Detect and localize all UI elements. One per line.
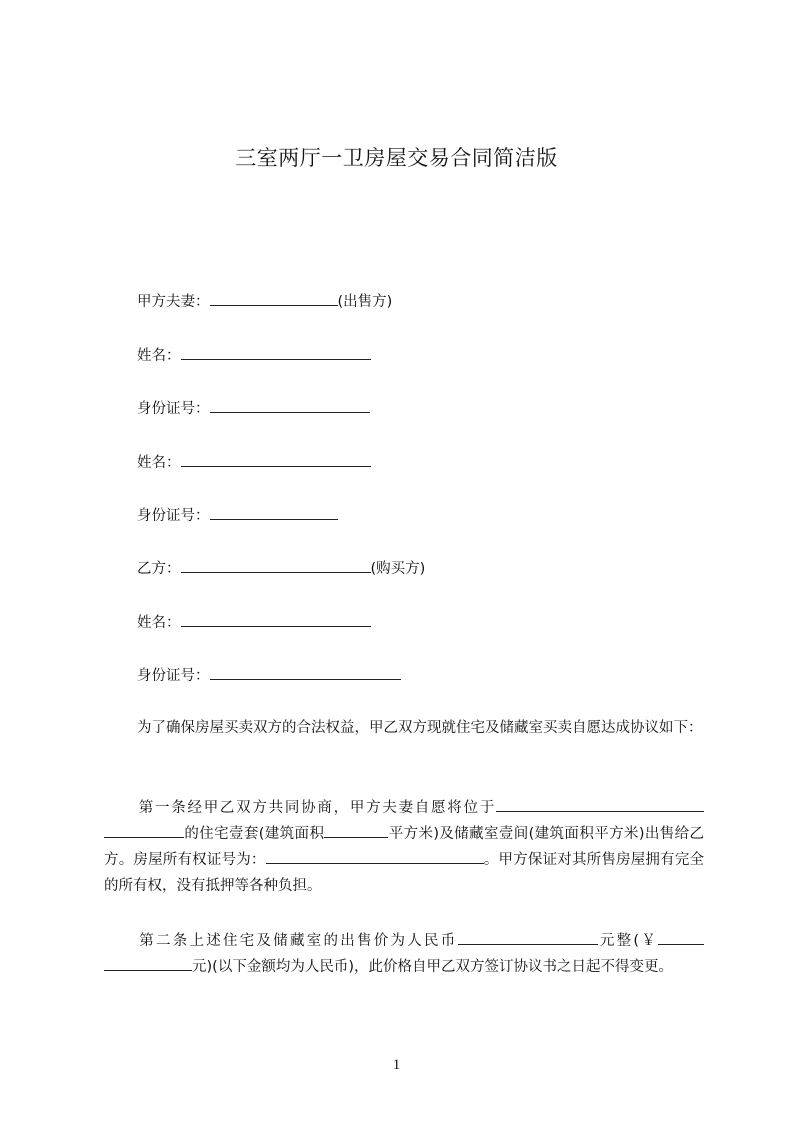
- location-blank[interactable]: [496, 797, 704, 812]
- area-blank[interactable]: [324, 823, 388, 838]
- seller-id-1-field: [137, 398, 370, 419]
- clause-2-text-3: 元)(以下金额均为人民币)，此价格自甲乙双方签订协议书之日起不得变更。: [192, 959, 673, 975]
- seller-name-2-label: 姓名：: [137, 455, 181, 471]
- clause-1-text-3: 平方米)及储藏室壹间(建筑面积平方米)出售给乙方。房屋所有权证号为：: [104, 826, 704, 868]
- intro-paragraph: [104, 715, 704, 741]
- price-words-blank[interactable]: [458, 930, 598, 945]
- intro-text: 为了确保房屋买卖双方的合法权益，甲乙双方现就住宅及储藏室买卖自愿达成协议如下：: [137, 720, 703, 736]
- clause-1-text-1: 第一条经甲乙双方共同协商，甲方夫妻自愿将位于: [137, 800, 496, 816]
- seller-id-2-blank[interactable]: [210, 505, 338, 520]
- seller-name-1-label: 姓名：: [137, 348, 181, 364]
- document-title: 三室两厅一卫房屋交易合同简洁版: [235, 146, 558, 170]
- price-number-blank-cont[interactable]: [104, 956, 192, 971]
- seller-field: [137, 291, 392, 312]
- buyer-id-field: [137, 665, 401, 686]
- clause-2-text-1: 第二条上述住宅及储藏室的出售价为人民币: [137, 933, 458, 949]
- buyer-id-label: 身份证号：: [137, 668, 210, 684]
- clause-2-text-2: 元整(￥: [597, 933, 658, 949]
- seller-id-2-field: [137, 505, 338, 526]
- seller-name-1-field: [137, 345, 371, 366]
- price-number-blank[interactable]: [658, 930, 704, 945]
- certificate-number-blank[interactable]: [266, 849, 484, 864]
- seller-name-2-field: [137, 452, 371, 473]
- clause-1-paragraph: [104, 795, 704, 899]
- seller-label: 甲方夫妻：: [137, 294, 210, 310]
- location-blank-cont[interactable]: [104, 823, 184, 838]
- buyer-name-blank[interactable]: [181, 612, 371, 627]
- buyer-id-blank[interactable]: [210, 665, 401, 680]
- seller-role: (出售方): [337, 294, 393, 310]
- buyer-name-label: 姓名：: [137, 615, 181, 631]
- seller-blank[interactable]: [210, 291, 338, 306]
- clause-1-text-2: 的住宅壹套(建筑面积: [184, 826, 325, 842]
- seller-id-2-label: 身份证号：: [137, 508, 210, 524]
- buyer-field: [137, 558, 425, 579]
- seller-name-2-blank[interactable]: [181, 452, 371, 467]
- seller-name-1-blank[interactable]: [181, 345, 371, 360]
- page-number: 1: [392, 1057, 401, 1073]
- buyer-name-field: [137, 612, 371, 633]
- clause-2-paragraph: [104, 928, 704, 980]
- seller-id-1-label: 身份证号：: [137, 401, 210, 417]
- buyer-blank[interactable]: [181, 558, 371, 573]
- buyer-role: (购买方): [370, 561, 426, 577]
- clause-1-text-4: 。甲方保证对其所售房屋拥有完全的所有权，没有抵押等各种负担。: [104, 852, 705, 894]
- buyer-label: 乙方：: [137, 561, 181, 577]
- seller-id-1-blank[interactable]: [210, 398, 370, 413]
